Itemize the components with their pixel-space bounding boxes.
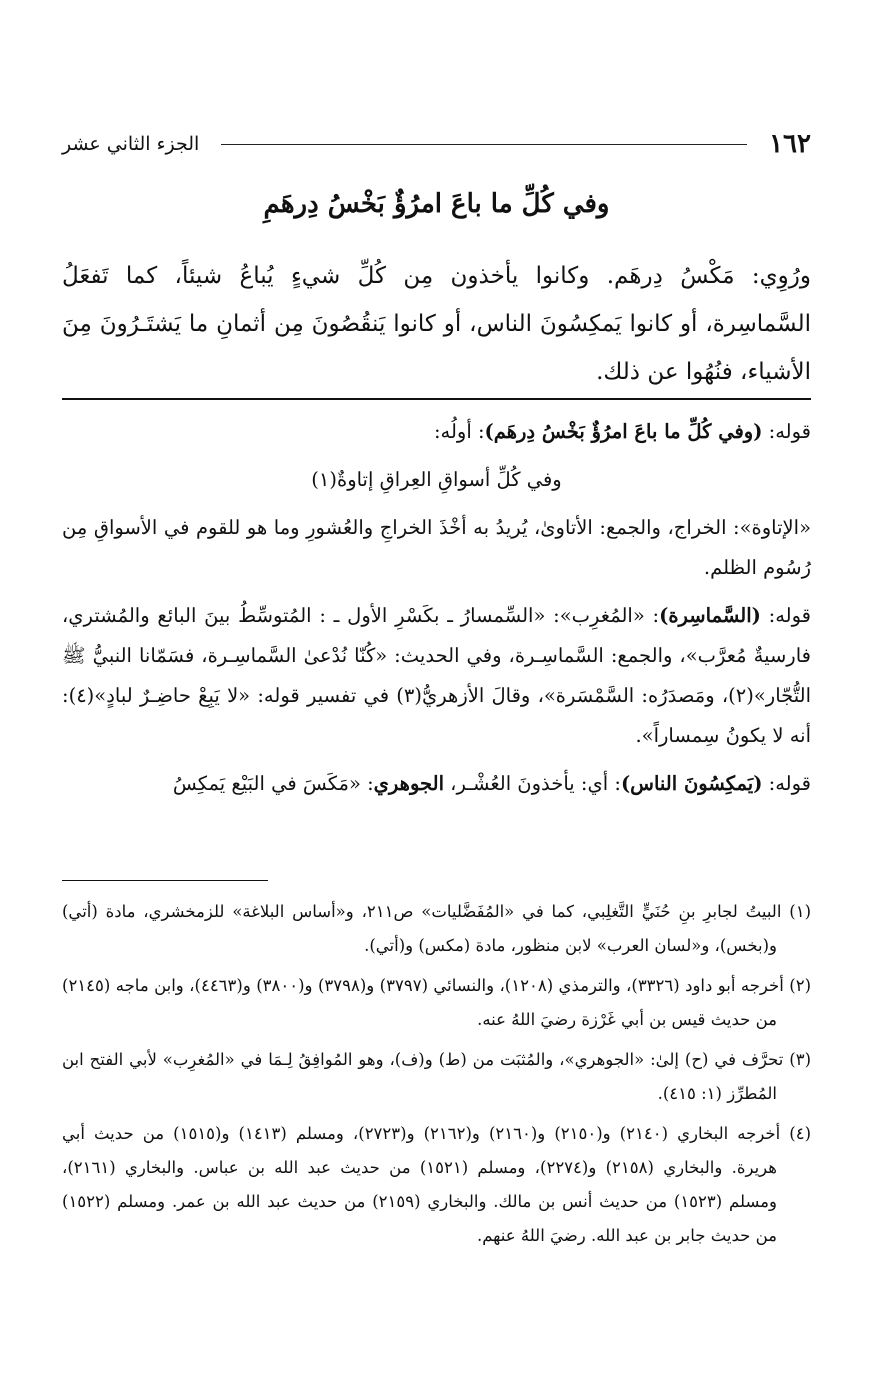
commentary-paragraph-4 — [62, 764, 811, 804]
commentary-text: : أي: يأخذونَ العُشْـر، — [443, 772, 621, 795]
matn-text: ورُوِي: مَكْسُ دِرهَم. وكانوا يأخذون مِن كُلِّ شيءٍ يُباعُ شيئاً، كما تَفعَلُ السَّماسِرة، أو كانوا يَمكِسُونَ الناس، أو كانوا يَنقُصُونَ مِن أثمانِ ما يَشتَـرُونَ مِنَ الأشياء، فنُهُوا عن ذلك. — [62, 263, 811, 385]
matn-divider — [62, 398, 811, 400]
page-number: ١٦٢ — [769, 129, 811, 159]
commentary-source: الجوهري — [373, 772, 444, 795]
footnote-3: (٣) تحرَّف في (ح) إلىٰ: «الجوهري»، والمُثبَت من (ط) و(ف)، وهو المُوافِقُ لِـمَا في «المُغرِب» لأبي الفتح ابن المُطرِّز (١: ٤١٥). — [62, 1050, 811, 1103]
commentary-paragraph-3 — [62, 596, 811, 756]
commentary-text: : «المُغرِب»: «السِّمسارُ ـ بكَسْرِ الأول ـ : المُتوسِّطُ بينَ البائع والمُشتري، فارسيةٌ مُعرَّب»، والجمع: السَّماسِـرة، وفي الحديث: «كُنّا نُدْعىٰ السَّماسِـرة، فسَمّانا النبيُّ ﷺ التُّجّار»(٢)، ومَصدَرُه: السَّمْسَرة»، وقالَ الأزهريُّ(٣) في تفسير قوله: «لا يَبِعْ حاضِـرٌ لبادٍ»(٤): أنه لا يكونُ سِمساراً». — [62, 604, 811, 747]
commentary-lead: قوله: — [762, 772, 811, 795]
poem-line: وفي كُلِّ أسواقِ العِراقِ إتاوةٌ(١) — [311, 468, 562, 491]
footnote-divider — [62, 880, 268, 881]
header-rule — [221, 144, 747, 145]
commentary-lead: قوله: — [760, 604, 811, 627]
commentary — [62, 412, 811, 812]
footnote-2: (٢) أخرجه أبو داود (٣٣٢٦)، والترمذي (١٢٠٨)، والنسائي (٣٧٩٧) و(٣٧٩٨) و(٣٨٠٠) و(٤٤٦٣)، وابن ماجه (٢١٤٥) من حديث قيس بن أبي غَرْزة رضيَ اللهُ عنه. — [62, 976, 811, 1029]
page-header — [62, 124, 811, 164]
footnote-4: (٤) أخرجه البخاري (٢١٤٠) و(٢١٥٠) و(٢١٦٠) و(٢١٦٢) و(٢٧٢٣)، ومسلم (١٤١٣) و(١٥١٥) من حديث أبي هريرة. والبخاري (٢١٥٨) و(٢٢٧٤)، ومسلم (١٥٢١) من حديث عبد الله بن عباس. والبخاري (٢١٦١)، ومسلم (١٥٢٣) من حديث أنس بن مالك. والبخاري (٢١٥٩) من حديث عبد الله بن عمر. ومسلم (١٥٢٢) من حديث جابر بن عبد الله. رضيَ اللهُ عنهم. — [62, 1124, 812, 1245]
commentary-term: (يَمكِسُونَ الناس) — [620, 772, 763, 795]
commentary-paragraph-1 — [62, 412, 811, 452]
commentary-paragraph-2: «الإتاوة»: الخراج، والجمع: الأتاوىٰ، يُريدُ به أخْذَ الخراجِ والعُشورِ وما هو للقوم في الأسواقِ مِن رُسُوم الظلم. — [62, 516, 811, 579]
verse-heading: وفي كُلِّ ما باعَ امرُؤٌ بَخْسُ دِرهَمِ — [263, 189, 610, 219]
footnote-1: (١) البيتُ لجابرِ بنِ حُنَيٍّ التَّغلِبي، كما في «المُفَضَّليات» ص٢١١، و«أساس البلاغة» للزمخشري، مادة (أتي) و(بخس)، و«لسان العرب» لابن منظور، مادة (مكس) و(أتي). — [62, 902, 811, 955]
commentary-quote: (وفي كُلِّ ما باعَ امرُؤٌ بَخْسُ دِرهَم) — [484, 420, 763, 443]
commentary-text: : «مَكَسَ في البَيْع يَمكِسُ — [172, 772, 374, 795]
commentary-lead: قوله: — [762, 420, 811, 443]
commentary-term: (السَّماسِرة) — [659, 604, 761, 627]
footnotes — [62, 895, 811, 1259]
commentary-text: : أولُه: — [433, 420, 485, 443]
running-title: الجزء الثاني عشر — [62, 133, 200, 155]
